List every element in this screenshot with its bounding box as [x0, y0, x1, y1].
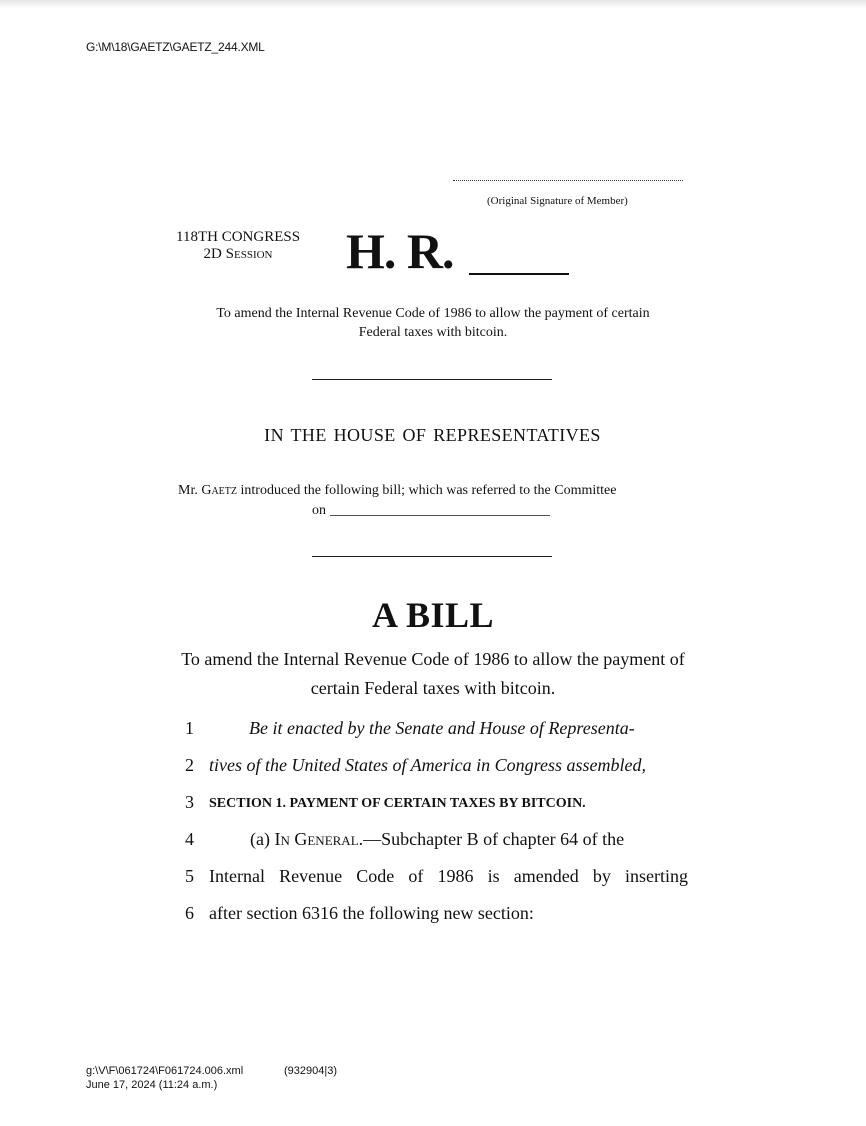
bill-heading: A BILL: [371, 595, 495, 635]
body-line: Internal Revenue Code of 1986 is amended by inserting: [209, 866, 688, 886]
congress-label: CONGRESS: [221, 229, 301, 245]
subsection-text: —Subchapter B of chapter 64 of the: [363, 829, 625, 849]
enacting-clause-line: Be it enacted by the Senate and House of Representa-: [249, 718, 635, 738]
congress-session-block: [176, 229, 300, 263]
footer-date: June 17, 2024 (11:24 a.m.): [86, 1079, 218, 1091]
introduction-continuation: [312, 503, 550, 519]
session-line: [176, 246, 300, 263]
body-line: after section 6316 the following new section:: [209, 903, 534, 923]
subsection-line: [250, 829, 624, 850]
bill-number-blank: [469, 273, 569, 275]
footer-code: (932904|3): [284, 1065, 338, 1077]
signature-caption: (Original Signature of Member): [487, 195, 628, 207]
enacting-clause-line: tives of the United States of America in Congress assembled,: [209, 755, 646, 775]
line-number: 2: [185, 755, 194, 775]
footer-file-path: g:\V\F\061724\F061724.006.xml: [86, 1065, 244, 1077]
divider-rule: [312, 379, 552, 380]
session-label: Session: [225, 246, 273, 262]
signature-line: [453, 180, 683, 181]
house-heading: IN THE HOUSE OF REPRESENTATIVES: [264, 425, 601, 445]
line-number: 1: [185, 718, 194, 738]
session-suffix: D: [211, 246, 222, 262]
sponsor-prefix: Mr.: [178, 483, 198, 498]
header-file-path: G:\M\18\GAETZ\GAETZ_244.XML: [86, 40, 265, 54]
congress-suffix: TH: [197, 229, 218, 245]
section-heading: SECTION 1. PAYMENT OF CERTAIN TAXES BY BITCOIN.: [209, 796, 586, 811]
divider-rule: [312, 556, 552, 557]
congress-number: 118: [176, 229, 198, 245]
bill-designation: H. R.: [346, 223, 454, 279]
session-number: 2: [203, 246, 212, 262]
committee-blank: [330, 515, 550, 516]
line-number: 3: [185, 792, 194, 812]
introduction-text: introduced the following bill; which was referred to the Committee: [240, 483, 617, 498]
line-number: 4: [185, 829, 194, 849]
subsection-label: (a): [250, 829, 270, 849]
short-title: To amend the Internal Revenue Code of 1986 to allow the payment of certain Federal taxes with bitcoin.: [216, 306, 650, 340]
long-title: To amend the Internal Revenue Code of 1986 to allow the payment of certain Federal taxes with bitcoin.: [181, 649, 685, 698]
congress-line: [176, 229, 300, 246]
sponsor-name: Gaetz: [201, 483, 238, 498]
line-number: 5: [185, 866, 194, 886]
subsection-heading: In General.: [274, 829, 364, 849]
line-number: 6: [185, 903, 194, 923]
introduction-line: [178, 483, 616, 499]
introduction-on: on: [312, 503, 326, 518]
window-top-shadow: [0, 0, 866, 8]
